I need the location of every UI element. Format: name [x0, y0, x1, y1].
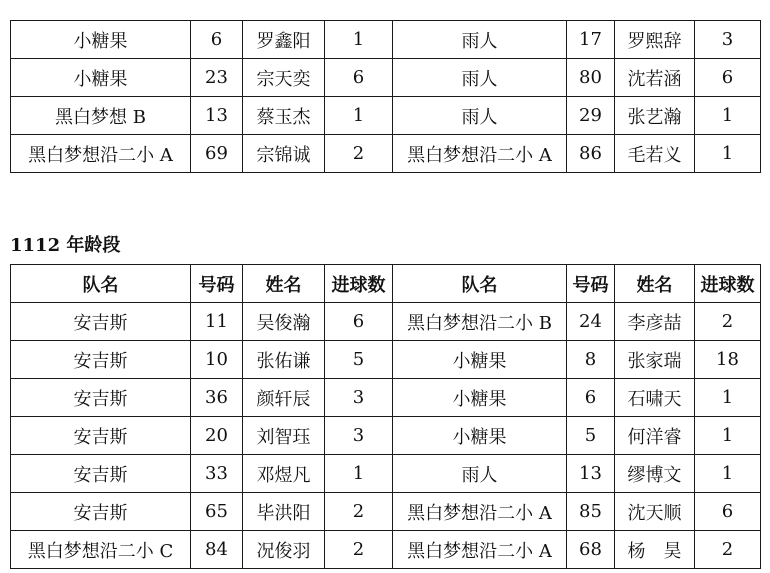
goals-table-previous [10, 20, 761, 173]
goals-cell: 1 [325, 21, 393, 59]
player-name-cell: 毕洪阳 [243, 493, 325, 531]
number-cell: 24 [567, 303, 615, 341]
player-name-cell: 何洋睿 [615, 417, 695, 455]
goals-cell: 6 [695, 59, 761, 97]
goals-cell: 2 [695, 531, 761, 569]
player-name-cell: 石啸天 [615, 379, 695, 417]
team-cell: 安吉斯 [11, 417, 191, 455]
goals-cell: 3 [325, 417, 393, 455]
table-row [11, 21, 761, 59]
number-cell: 10 [191, 341, 243, 379]
goals-cell: 6 [325, 59, 393, 97]
player-name-cell: 邓煜凡 [243, 455, 325, 493]
goals-cell: 1 [695, 417, 761, 455]
team-cell: 安吉斯 [11, 303, 191, 341]
number-cell: 69 [191, 135, 243, 173]
number-cell: 6 [567, 379, 615, 417]
team-cell: 安吉斯 [11, 493, 191, 531]
player-name-cell: 杨 昊 [615, 531, 695, 569]
goals-table-1112 [10, 264, 761, 569]
header-number: 号码 [567, 265, 615, 303]
team-cell: 黑白梦想沿二小 A [393, 531, 567, 569]
header-team: 队名 [11, 265, 191, 303]
number-cell: 33 [191, 455, 243, 493]
number-cell: 80 [567, 59, 615, 97]
goals-cell: 1 [325, 455, 393, 493]
number-cell: 13 [567, 455, 615, 493]
player-name-cell: 张家瑞 [615, 341, 695, 379]
goals-cell: 3 [325, 379, 393, 417]
header-row [11, 265, 761, 303]
table-row [11, 531, 761, 569]
team-cell: 雨人 [393, 21, 567, 59]
goals-cell: 3 [695, 21, 761, 59]
header-team: 队名 [393, 265, 567, 303]
goals-cell: 1 [695, 379, 761, 417]
team-cell: 小糖果 [393, 379, 567, 417]
goals-cell: 2 [325, 531, 393, 569]
number-cell: 65 [191, 493, 243, 531]
player-name-cell: 罗鑫阳 [243, 21, 325, 59]
section-title-1112: 1112 年龄段 [10, 235, 121, 256]
player-name-cell: 沈天顺 [615, 493, 695, 531]
team-cell: 黑白梦想沿二小 A [393, 135, 567, 173]
table-row [11, 455, 761, 493]
player-name-cell: 张艺瀚 [615, 97, 695, 135]
table-row [11, 417, 761, 455]
player-name-cell: 宗天奕 [243, 59, 325, 97]
team-cell: 小糖果 [393, 341, 567, 379]
number-cell: 84 [191, 531, 243, 569]
number-cell: 86 [567, 135, 615, 173]
number-cell: 11 [191, 303, 243, 341]
player-name-cell: 缪博文 [615, 455, 695, 493]
team-cell: 小糖果 [393, 417, 567, 455]
goals-cell: 5 [325, 341, 393, 379]
number-cell: 29 [567, 97, 615, 135]
number-cell: 23 [191, 59, 243, 97]
team-cell: 小糖果 [11, 21, 191, 59]
table-row [11, 135, 761, 173]
team-cell: 黑白梦想沿二小 A [393, 493, 567, 531]
player-name-cell: 吴俊瀚 [243, 303, 325, 341]
goals-cell: 1 [695, 135, 761, 173]
number-cell: 36 [191, 379, 243, 417]
team-cell: 小糖果 [11, 59, 191, 97]
player-name-cell: 况俊羽 [243, 531, 325, 569]
table-row [11, 341, 761, 379]
goals-cell: 2 [695, 303, 761, 341]
number-cell: 20 [191, 417, 243, 455]
number-cell: 13 [191, 97, 243, 135]
number-cell: 17 [567, 21, 615, 59]
table-row [11, 97, 761, 135]
header-goals: 进球数 [695, 265, 761, 303]
team-cell: 黑白梦想沿二小 A [11, 135, 191, 173]
team-cell: 安吉斯 [11, 341, 191, 379]
table-row [11, 379, 761, 417]
player-name-cell: 蔡玉杰 [243, 97, 325, 135]
player-name-cell: 宗锦诚 [243, 135, 325, 173]
header-number: 号码 [191, 265, 243, 303]
player-name-cell: 颜轩辰 [243, 379, 325, 417]
team-cell: 雨人 [393, 455, 567, 493]
goals-cell: 1 [325, 97, 393, 135]
team-cell: 黑白梦想 B [11, 97, 191, 135]
team-cell: 雨人 [393, 97, 567, 135]
goals-cell: 1 [695, 455, 761, 493]
goals-cell: 2 [325, 493, 393, 531]
team-cell: 黑白梦想沿二小 C [11, 531, 191, 569]
header-name: 姓名 [243, 265, 325, 303]
player-name-cell: 毛若义 [615, 135, 695, 173]
team-cell: 雨人 [393, 59, 567, 97]
player-name-cell: 沈若涵 [615, 59, 695, 97]
player-name-cell: 李彦喆 [615, 303, 695, 341]
goals-cell: 18 [695, 341, 761, 379]
number-cell: 85 [567, 493, 615, 531]
table-row [11, 59, 761, 97]
goals-cell: 6 [325, 303, 393, 341]
number-cell: 68 [567, 531, 615, 569]
team-cell: 安吉斯 [11, 455, 191, 493]
team-cell: 黑白梦想沿二小 B [393, 303, 567, 341]
player-name-cell: 罗熙辞 [615, 21, 695, 59]
player-name-cell: 张佑谦 [243, 341, 325, 379]
player-name-cell: 刘智珏 [243, 417, 325, 455]
table-row [11, 303, 761, 341]
number-cell: 8 [567, 341, 615, 379]
goals-cell: 2 [325, 135, 393, 173]
table-row [11, 493, 761, 531]
number-cell: 5 [567, 417, 615, 455]
goals-cell: 1 [695, 97, 761, 135]
number-cell: 6 [191, 21, 243, 59]
team-cell: 安吉斯 [11, 379, 191, 417]
header-name: 姓名 [615, 265, 695, 303]
goals-cell: 6 [695, 493, 761, 531]
header-goals: 进球数 [325, 265, 393, 303]
